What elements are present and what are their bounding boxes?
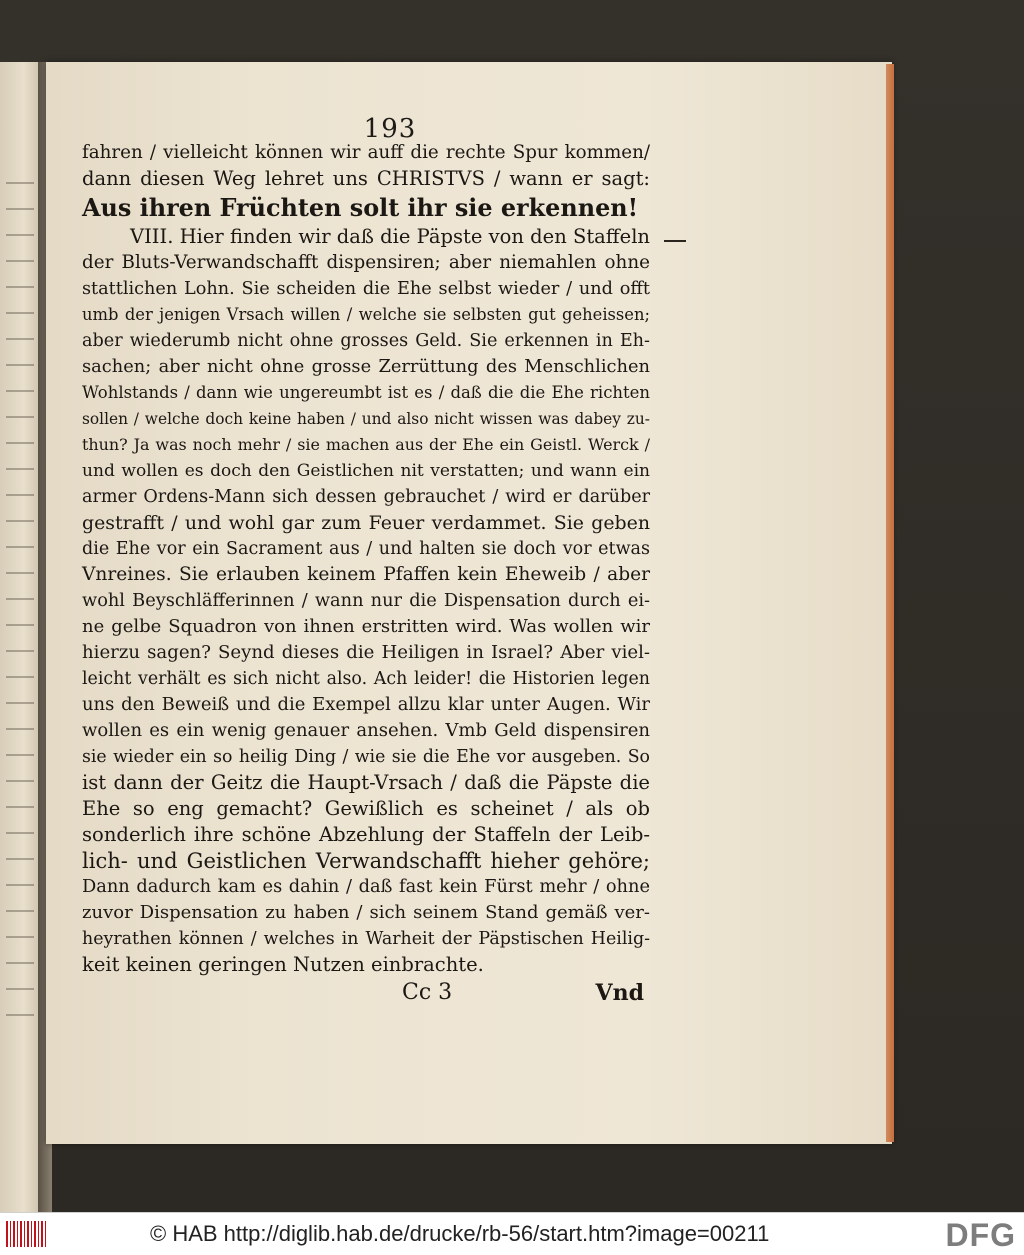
text-line: hierzu sagen? Seynd dieses die Heiligen in Israel? Aber viel- [82,642,650,663]
text-line: ne gelbe Squadron von ihnen erstritten wird. Was wollen wir [82,616,650,637]
text-line: sonderlich ihre schöne Abzehlung der Staffeln der Leib- [82,823,650,846]
text-line: und wollen es doch den Geistlichen nit verstatten; und wann ein [82,461,650,481]
text-line: wollen es ein wenig genauer ansehen. Vmb Geld dispensiren [82,720,650,741]
text-line: umb der jenigen Vrsach willen / welche sie selbsten gut geheissen; [82,305,650,324]
text-line: zuvor Dispensation zu haben / sich seinem Stand gemäß ver- [82,902,650,923]
text-line: heyrathen können / welches in Warheit der Päpstischen Heilig- [82,929,650,949]
text-line: stattlichen Lohn. Sie scheiden die Ehe selbst wieder / und offt [82,279,650,299]
previous-page-text-edge [6,182,34,1032]
text-line: gestrafft / und wohl gar zum Feuer verdammet. Sie geben [82,512,650,534]
text-line: Dann dadurch kam es dahin / daß fast kein Fürst mehr / ohne [82,876,650,897]
text-line: sie wieder ein so heilig Ding / wie sie die Ehe vor ausgeben. So [82,747,650,767]
page-number: 193 [363,114,417,144]
text-line: der Bluts-Verwandschafft dispensiren; aber niemahlen ohne [82,252,650,273]
catchword: Vnd [595,980,644,1006]
text-line: sollen / welche doch keine haben / und also nicht wissen was dabey zu- [82,410,650,428]
text-line: uns den Beweiß und die Exempel allzu klar unter Augen. Wir [82,694,650,715]
copyright-link[interactable]: © HAB http://diglib.hab.de/drucke/rb-56/start.htm?image=00211 [150,1221,770,1246]
text-line: keit keinen geringen Nutzen einbrachte. [82,953,484,976]
hab-logo-icon [6,1221,46,1247]
text-line: fahren / vielleicht können wir auff die rechte Spur kommen/ [82,142,650,163]
dfg-logo: DFG [945,1217,1016,1253]
text-line: lich- und Geistlichen Verwandschafft hieher gehöre; [82,848,650,873]
text-line: Wohlstands / dann wie ungereumbt ist es / daß die die Ehe richten [82,383,650,402]
page-body-text [82,140,650,978]
text-line: dann diesen Weg lehret uns CHRISTVS / wann er sagt: [82,167,650,190]
text-line: armer Ordens-Mann sich dessen gebrauchet / wird er darüber [82,487,650,507]
text-line: aber wiederumb nicht ohne grosses Geld. Sie erkennen in Eh- [82,331,650,351]
text-line: VIII. Hier finden wir daß die Päpste von den Staffeln [130,225,650,248]
text-line: ist dann der Geitz die Haupt-Vrsach / daß die Päpste die [82,771,650,794]
margin-mark [664,240,686,242]
text-line: wohl Beyschläfferinnen / wann nur die Dispensation durch ei- [82,591,650,611]
signature-mark: Cc 3 [402,980,453,1005]
page-foot-row [82,980,650,1010]
text-line: leicht verhält es sich nicht also. Ach leider! die Historien legen [82,669,650,689]
text-line: thun? Ja was noch mehr / sie machen aus der Ehe ein Geistl. Werck / [82,435,650,454]
page-red-edge [886,64,894,1142]
previous-page-edge [0,62,40,1212]
text-line: Vnreines. Sie erlauben keinem Pfaffen kein Eheweib / aber [82,564,650,585]
text-line: die Ehe vor ein Sacrament aus / und halten sie doch vor etwas [82,539,650,559]
text-line-emphasis: Aus ihren Früchten solt ihr sie erkennen! [82,194,639,222]
text-line: sachen; aber nicht ohne grosse Zerrüttung des Menschlichen [82,356,650,377]
viewer-footer [0,1212,1024,1255]
text-line: Ehe so eng gemacht? Gewißlich es scheinet / als ob [82,797,650,820]
